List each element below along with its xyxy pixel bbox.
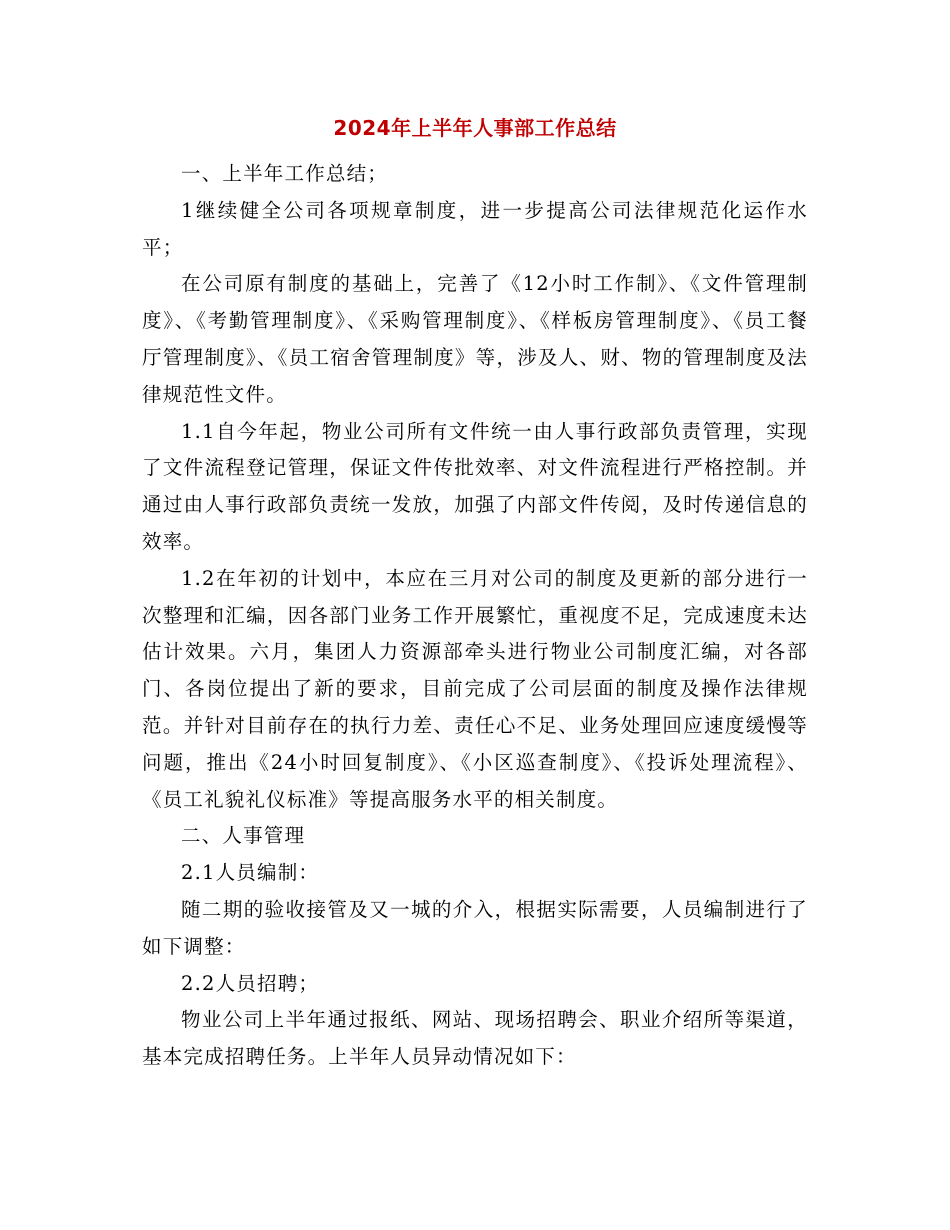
section-heading-summary: 一、上半年工作总结； xyxy=(181,162,389,185)
paragraph-staffing-adjustment: 随二期的验收接管及又一城的介入，根据实际需要，人员编制进行了如下调整： xyxy=(142,897,808,958)
paragraph-item-1-2: 1.2在年初的计划中，本应在三月对公司的制度及更新的部分进行一次整理和汇编，因各部门业务工作开展繁忙，重视度不足，完成速度未达估计效果。六月，集团人力资源部牵头进行物业公司制度汇编，对各部门、各岗位提出了新的要求，目前完成了公司层面的制度及操作法律规范。并针对目前存在的执行力差、责任心不足、业务处理回应速度缓慢等问题，推出《24小时回复制度》、《小区巡查制度》、《投诉处理流程》、《员工礼貌礼仪标准》等提高服务水平的相关制度。 xyxy=(142,566,808,811)
paragraph-rules-improvement: 在公司原有制度的基础上，完善了《12小时工作制》、《文件管理制度》、《考勤管理制度》、《采购管理制度》、《样板房管理制度》、《员工餐厅管理制度》、《员工宿舍管理制度》等，涉及人、财、物的管理制度及法律规范性文件。 xyxy=(142,272,808,406)
paragraph-recruitment: 物业公司上半年通过报纸、网站、现场招聘会、职业介绍所等渠道，基本完成招聘任务。上半年人员异动情况如下： xyxy=(142,1008,808,1069)
document-title: 2024年上半年人事部工作总结 xyxy=(333,116,617,140)
document-body xyxy=(142,156,808,1076)
paragraph-item-1: 1继续健全公司各项规章制度，进一步提高公司法律规范化运作水平； xyxy=(142,198,808,259)
paragraph-item-2-1: 2.1人员编制： xyxy=(181,861,320,885)
section-heading-personnel: 二、人事管理 xyxy=(181,824,306,848)
paragraph-item-1-1: 1.1自今年起，物业公司所有文件统一由人事行政部负责管理，实现了文件流程登记管理，保证文件传批效率、对文件流程进行严格控制。并通过由人事行政部负责统一发放，加强了内部文件传阅，及时传递信息的效率。 xyxy=(142,419,808,553)
paragraph-item-2-2: 2.2人员招聘； xyxy=(181,971,320,995)
